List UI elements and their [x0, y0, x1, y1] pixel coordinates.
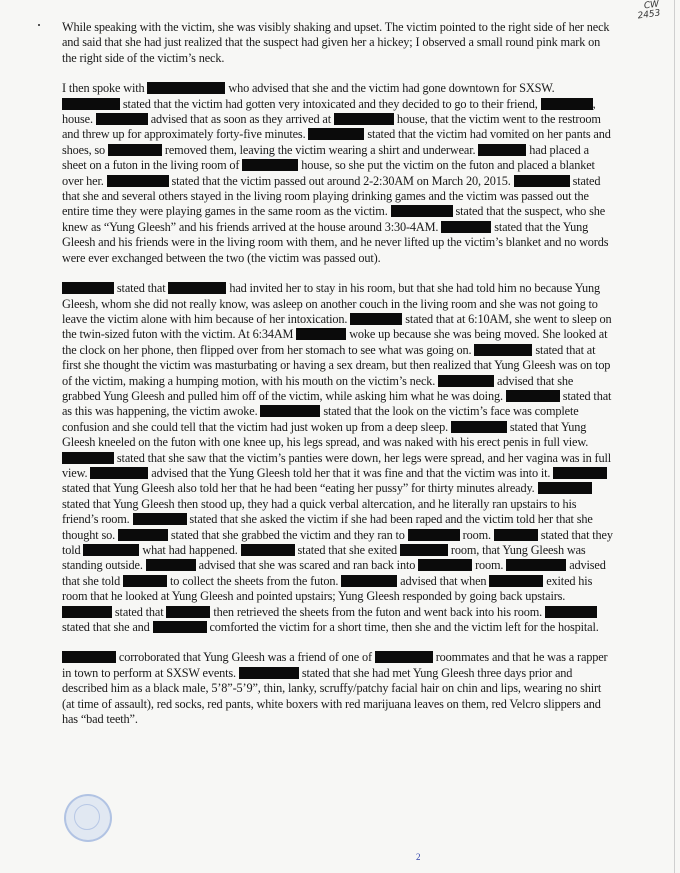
redaction-box [451, 421, 507, 433]
redaction-box [441, 221, 491, 233]
redaction-box [239, 667, 299, 679]
text-run: stated that the victim passed out around 2-2:30AM on March 20, 2015. [168, 173, 514, 188]
redaction-box [62, 282, 114, 294]
text-run: stated that at 6:10AM, she went to sleep on the twin-sized futon with the victim. At 6:34AM [62, 311, 612, 342]
redaction-box [375, 651, 433, 663]
text-run: advised that when [397, 573, 490, 588]
text-run: stated that she saw that the victim’s panties were down, her legs were spread, and her vagina was in full view. [62, 450, 611, 480]
redaction-box [438, 375, 494, 387]
text-run: While speaking with the victim, she was visibly shaking and upset. The victim pointed to the right side of her neck and said that she had just realized that the suspect had given her a hickey; I observed a small round pink mark on the right side of the victim’s neck. [62, 20, 610, 65]
text-run: stated that [114, 281, 169, 296]
text-run: room. [472, 558, 507, 573]
page-number: 2 [416, 852, 421, 862]
text-run: removed them, leaving the victim wearing a shirt and underwear. [161, 142, 479, 157]
text-run: stated that she grabbed the victim and they ran to [167, 527, 408, 542]
paragraph [62, 20, 614, 66]
text-run: stated that she exited [294, 543, 400, 557]
redaction-box [514, 175, 570, 187]
text-run: corroborated that Yung Gleesh was a friend of one of [116, 650, 375, 665]
redaction-box [62, 651, 116, 663]
text-run: room. [459, 527, 494, 542]
text-run: advised that she was scared and ran back into [195, 558, 419, 573]
text-run: what had happened. [139, 543, 241, 557]
paragraph [62, 81, 614, 266]
text-run: stated that Yung Gleesh then stood up, they had a quick verbal altercation, and he literally ran upstairs to his friend’s room. [62, 496, 577, 527]
text-run: stated that they told [62, 527, 613, 557]
handwritten-mark-line-2: 2453 [637, 8, 662, 22]
text-run: had placed a sheet on a futon in the living room of [62, 142, 589, 173]
text-run: advised that the Yung Gleesh told her that it was fine and that the victim was into it. [148, 465, 554, 480]
redaction-box [153, 621, 207, 633]
text-run: room, that Yung Gleesh was standing outside. [62, 543, 586, 573]
text-run: stated that [112, 604, 167, 619]
report-body [62, 20, 614, 742]
redaction-box [168, 282, 226, 294]
text-run: house, that the victim went to the restroom and threw up for approximately forty-five minutes. [62, 112, 601, 142]
redaction-box [350, 313, 402, 325]
text-run: exited his room that he looked at Yung Gleesh and pointed upstairs; Yung Gleesh responded by going back upstairs. [62, 573, 593, 604]
redaction-box [62, 606, 112, 618]
redaction-box [506, 559, 566, 571]
text-run: comforted the victim for a short time, then she and the victim left for the hospital. [206, 620, 599, 635]
redaction-box [107, 175, 169, 187]
redaction-box [541, 98, 593, 110]
redaction-box [489, 575, 543, 587]
text-run: stated that Yung Gleesh also told her that he had been “eating her pussy” for thirty minutes already. [62, 481, 538, 496]
text-run: stated that the victim had gotten very intoxicated and they decided to go to their friend, [120, 96, 541, 111]
redaction-box [62, 98, 120, 110]
page-edge [674, 0, 675, 873]
text-run: house, so she put the victim on the futon and placed a blanket over her. [62, 158, 595, 188]
text-run: stated that the victim had vomited on her pants and shoes, so [62, 127, 611, 157]
text-run: stated that she and several others stayed in the living room playing drinking games and the victim was passed out the entire time they were playing games in the same room as the victim. [62, 173, 601, 219]
redaction-box [408, 529, 460, 541]
redaction-box [147, 82, 225, 94]
redaction-box [166, 606, 210, 618]
text-run: stated that she had met Yung Gleesh three days prior and described him as a black male, 5’8”-5’9”, thin, lanky, scruffy/patchy facial hair on chin and lips, wearing no shirt (at time of assault), red socks, red pants, white boxers with red marijuana leaves on them, red Velcro slippers and has “bad teeth”. [62, 665, 602, 727]
paragraph [62, 650, 614, 727]
speck [38, 24, 40, 26]
redaction-box [341, 575, 397, 587]
redaction-box [83, 544, 139, 556]
redaction-box [308, 128, 364, 140]
redaction-box [494, 529, 538, 541]
text-run: stated that the Yung Gleesh and his friends were in the living room with them, and he never lifted up the victim’s blanket and no words were ever exchanged between the two (the victim was passed out). [62, 219, 609, 265]
paragraph [62, 281, 614, 635]
text-run: I then spoke with [62, 81, 148, 96]
redaction-box [90, 467, 148, 479]
redaction-box [538, 482, 592, 494]
redaction-box [334, 113, 394, 125]
redaction-box [96, 113, 148, 125]
text-run: stated that Yung Gleesh kneeled on the futon with one knee up, his legs spread, and was naked with his erect penis in full view. [62, 419, 589, 450]
text-run: advised that she grabbed Yung Gleesh and pulled him off of the victim, while asking him what he was doing. [62, 373, 574, 403]
redaction-box [118, 529, 168, 541]
redaction-box [242, 159, 298, 171]
seal-stamp [64, 794, 112, 842]
text-run: to collect the sheets from the futon. [167, 573, 342, 588]
redaction-box [123, 575, 167, 587]
text-run: advised that as soon as they arrived at [147, 112, 334, 127]
redaction-box [146, 559, 196, 571]
text-run: stated that she asked the victim if she had been raped and the victim told her that she thought so. [62, 512, 593, 542]
redaction-box [478, 144, 526, 156]
text-run: stated that as this was happening, the victim awoke. [62, 388, 612, 419]
redaction-box [62, 452, 114, 464]
redaction-box [418, 559, 472, 571]
redaction-box [260, 405, 320, 417]
redaction-box [241, 544, 295, 556]
redaction-box [545, 606, 597, 618]
text-run: stated that at first she thought the victim was masturbating or having a sex dream, but then realized that Yung Gleesh was on top of the victim, making a humping motion, with his mouth on the victim’s neck. [62, 342, 611, 388]
redaction-box [391, 205, 453, 217]
handwritten-mark-line-1: CW [643, 0, 660, 12]
text-run: advised that she told [62, 558, 606, 588]
text-run: stated that the look on the victim’s face was complete confusion and she could tell that the victim had just woken up from a deep sleep. [62, 404, 579, 434]
redaction-box [296, 328, 346, 340]
redaction-box [506, 390, 560, 402]
redaction-box [553, 467, 607, 479]
text-run: then retrieved the sheets from the futon and went back into his room. [210, 604, 546, 619]
text-run: had invited her to stay in his room, but that she had told him no because Yung Gleesh, whom she did not really know, was asleep on another couch in the living room and she was not going to leave the victim alone with him because of her intoxication. [62, 281, 601, 326]
text-run: stated that she and [62, 620, 153, 635]
text-run: , house. [62, 96, 596, 127]
redaction-box [108, 144, 162, 156]
text-run: stated that the suspect, who she knew as “Yung Gleesh” and his friends arrived at the house around 3:30-4AM. [62, 204, 606, 234]
redaction-box [400, 544, 448, 556]
text-run: roommates and that he was a rapper in town to perform at SXSW events. [62, 650, 608, 680]
text-run: woke up because she was being moved. She looked at the clock on her phone, then flipped over from her stomach to see what was going on. [62, 327, 608, 357]
handwritten-mark [636, 0, 661, 21]
redaction-box [474, 344, 532, 356]
text-run: who advised that she and the victim had gone downtown for SXSW. [225, 81, 555, 96]
redaction-box [133, 513, 187, 525]
